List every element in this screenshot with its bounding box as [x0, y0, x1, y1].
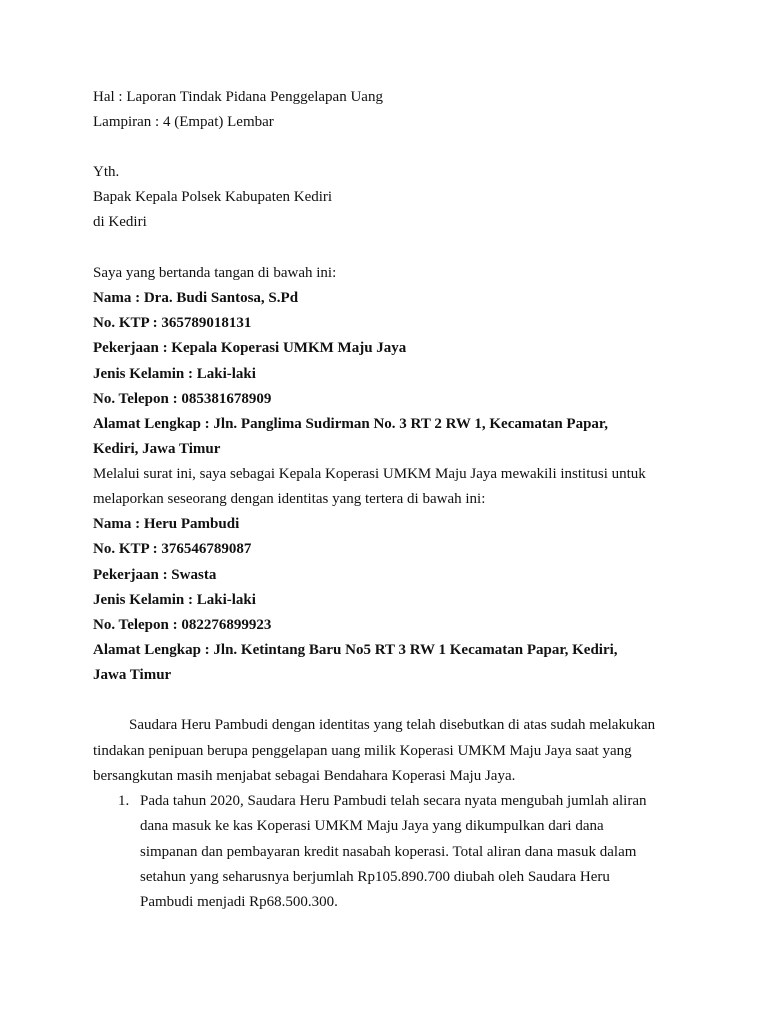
- reporter-phone: No. Telepon : 085381678909: [93, 391, 272, 407]
- list-item-number: 1.: [118, 793, 130, 809]
- suspect-gender: Jenis Kelamin : Laki-laki: [93, 592, 256, 608]
- reporter-ktp: No. KTP : 365789018131: [93, 315, 252, 331]
- suspect-address-line2: Jawa Timur: [93, 667, 172, 683]
- suspect-phone: No. Telepon : 082276899923: [93, 617, 272, 633]
- reporter-address-line1: Alamat Lengkap : Jln. Panglima Sudirman No. 3 RT 2 RW 1, Kecamatan Papar,: [93, 416, 608, 432]
- intro-text: Saya yang bertanda tangan di bawah ini:: [93, 265, 337, 281]
- list-item-line3: simpanan dan pembayaran kredit nasabah koperasi. Total aliran dana masuk dalam: [140, 844, 637, 860]
- reporter-occupation: Pekerjaan : Kepala Koperasi UMKM Maju Jaya: [93, 340, 407, 356]
- suspect-occupation: Pekerjaan : Swasta: [93, 567, 217, 583]
- recipient-location: di Kediri: [93, 214, 147, 230]
- body-paragraph-line2: tindakan penipuan berupa penggelapan uang milik Koperasi UMKM Maju Jaya saat yang: [93, 743, 632, 759]
- list-item-line4: setahun yang seharusnya berjumlah Rp105.890.700 diubah oleh Saudara Heru: [140, 869, 610, 885]
- subject-line: Hal : Laporan Tindak Pidana Penggelapan Uang: [93, 89, 383, 105]
- reporter-address-line2: Kediri, Jawa Timur: [93, 441, 221, 457]
- body-paragraph-line1: Saudara Heru Pambudi dengan identitas yang telah disebutkan di atas sudah melakukan: [129, 717, 656, 733]
- recipient-name: Bapak Kepala Polsek Kabupaten Kediri: [93, 189, 333, 205]
- reporter-name: Nama : Dra. Budi Santosa, S.Pd: [93, 290, 299, 306]
- statement-line1: Melalui surat ini, saya sebagai Kepala Koperasi UMKM Maju Jaya mewakili institusi untuk: [93, 466, 646, 482]
- reporter-gender: Jenis Kelamin : Laki-laki: [93, 366, 256, 382]
- list-item-line1: Pada tahun 2020, Saudara Heru Pambudi telah secara nyata mengubah jumlah aliran: [140, 793, 647, 809]
- list-item-line5: Pambudi menjadi Rp68.500.300.: [140, 894, 338, 910]
- suspect-ktp: No. KTP : 376546789087: [93, 541, 252, 557]
- list-item-line2: dana masuk ke kas Koperasi UMKM Maju Jaya yang dikumpulkan dari dana: [140, 818, 604, 834]
- salutation: Yth.: [93, 164, 120, 180]
- attachment-line: Lampiran : 4 (Empat) Lembar: [93, 114, 274, 130]
- body-paragraph-line3: bersangkutan masih menjabat sebagai Bendahara Koperasi Maju Jaya.: [93, 768, 516, 784]
- statement-line2: melaporkan seseorang dengan identitas yang tertera di bawah ini:: [93, 491, 486, 507]
- suspect-address-line1: Alamat Lengkap : Jln. Ketintang Baru No5 RT 3 RW 1 Kecamatan Papar, Kediri,: [93, 642, 618, 658]
- suspect-name: Nama : Heru Pambudi: [93, 516, 240, 532]
